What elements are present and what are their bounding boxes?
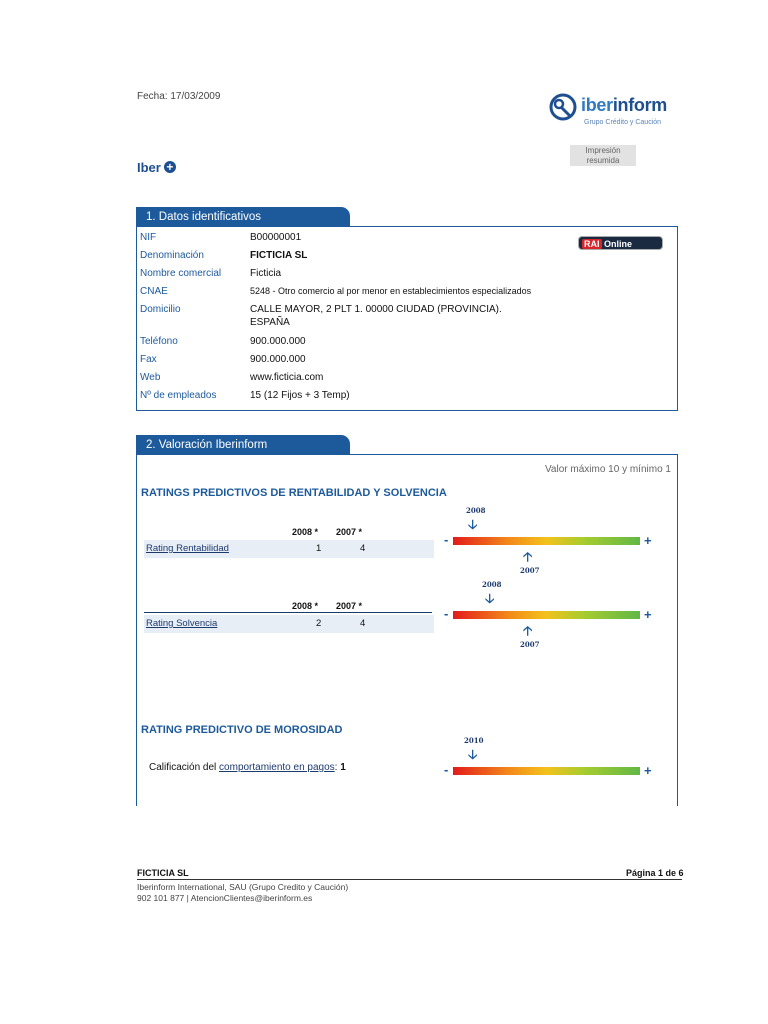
section2-tab xyxy=(136,435,350,455)
footer-divider xyxy=(137,879,682,880)
comportamiento-pagos-link[interactable]: comportamiento en pagos xyxy=(219,762,335,773)
print-summary-button[interactable] xyxy=(570,145,636,166)
morosidad-prefix: Calificación del xyxy=(149,762,220,773)
row-value: FICTICIA SL xyxy=(250,250,308,261)
row-value: 5248 - Otro comercio al por menor en establecimientos especializados xyxy=(250,286,532,296)
row-value: CALLE MAYOR, 2 PLT 1. 00000 CIUDAD (PROVINCIA). xyxy=(250,304,502,315)
arrow-down-icon: 🡣 xyxy=(485,591,495,606)
col-2008-header: 2008 * xyxy=(292,527,319,537)
rentabilidad-year-bottom: 2007 xyxy=(520,566,540,575)
row-value-country: ESPAÑA xyxy=(250,317,290,328)
rating-rentabilidad-2008: 1 xyxy=(316,543,322,554)
arrow-down-icon: 🡣 xyxy=(468,747,478,762)
plus-sign: + xyxy=(644,533,652,548)
row-label: Nombre comercial xyxy=(140,268,222,279)
morosidad-heading: RATING PREDICTIVO DE MOROSIDAD xyxy=(141,724,343,736)
section1-title: 1. Datos identificativos xyxy=(146,211,262,223)
online-label: Online xyxy=(604,239,633,249)
rating-rentabilidad-link[interactable]: Rating Rentabilidad xyxy=(146,543,229,554)
col-2007-header: 2007 * xyxy=(336,527,363,537)
section1-box xyxy=(136,226,678,411)
row-value: 900.000.000 xyxy=(250,336,306,347)
row-label: Nº de empleados xyxy=(140,390,217,401)
row-label: NIF xyxy=(140,232,157,243)
row-value: B00000001 xyxy=(250,232,302,243)
footer-contact: 902 101 877 | AtencionClientes@iberinform.es xyxy=(137,893,313,903)
company-name: Iber xyxy=(137,160,161,175)
row-label: Denominación xyxy=(140,250,204,261)
print-summary-label-2: resumida xyxy=(586,156,620,165)
col-2008-header-2: 2008 * xyxy=(292,601,319,611)
arrow-up-icon: 🡡 xyxy=(523,623,533,638)
section1-tab xyxy=(136,207,350,227)
company-title xyxy=(137,160,176,175)
footer-page-number: Página 1 de 6 xyxy=(626,868,684,878)
row-value: 900.000.000 xyxy=(250,354,306,365)
iberinform-logo xyxy=(548,92,678,132)
minus-sign: - xyxy=(444,762,449,777)
logo-symbol-icon xyxy=(548,92,578,122)
web-link[interactable]: www.ficticia.com xyxy=(250,372,324,383)
rating-solvencia-2008: 2 xyxy=(316,618,322,629)
footer-company: FICTICIA SL xyxy=(137,868,189,878)
minus-sign: - xyxy=(444,532,449,547)
row-label: CNAE xyxy=(140,286,168,297)
solvencia-year-bottom: 2007 xyxy=(520,640,540,649)
row-label: Teléfono xyxy=(140,336,178,347)
morosidad-suffix: : xyxy=(334,762,341,773)
col-2007-header-2: 2007 * xyxy=(336,601,363,611)
rating-rentabilidad-row xyxy=(144,540,434,558)
morosidad-value: 1 xyxy=(340,762,346,773)
expand-plus-icon[interactable]: + xyxy=(164,161,176,173)
row-label: Fax xyxy=(140,354,157,365)
plus-sign: + xyxy=(644,607,652,622)
section2-title: 2. Valoración Iberinform xyxy=(146,439,268,451)
solvencia-gradient-bar xyxy=(453,611,640,619)
solvencia-year-top: 2008 xyxy=(482,580,502,589)
rentabilidad-gradient-bar xyxy=(453,537,640,545)
rating-rentabilidad-2007: 4 xyxy=(360,543,366,554)
report-date: Fecha: 17/03/2009 xyxy=(137,91,221,102)
divider xyxy=(144,612,432,613)
footer-company-info: Iberinform International, SAU (Grupo Credito y Caución) xyxy=(137,882,349,892)
morosidad-gradient-bar xyxy=(453,767,640,775)
rating-solvencia-2007: 4 xyxy=(360,618,366,629)
rai-label: RAI xyxy=(584,239,600,249)
print-summary-label-1: Impresión xyxy=(585,146,621,155)
rating-solvencia-link[interactable]: Rating Solvencia xyxy=(146,618,218,629)
row-label: Web xyxy=(140,372,161,383)
valor-max-note: Valor máximo 10 y mínimo 1 xyxy=(545,464,671,475)
ratings-heading: RATINGS PREDICTIVOS DE RENTABILIDAD Y SOLVENCIA xyxy=(141,487,447,499)
arrow-up-icon: 🡡 xyxy=(523,549,533,564)
rentabilidad-year-top: 2008 xyxy=(466,506,486,515)
minus-sign: - xyxy=(444,606,449,621)
arrow-down-icon: 🡣 xyxy=(468,517,478,532)
rai-online-badge xyxy=(578,236,663,250)
row-value: Ficticia xyxy=(250,268,282,279)
logo-wordmark: iberinform xyxy=(581,95,668,115)
morosidad-year: 2010 xyxy=(464,736,484,745)
row-value: 15 (12 Fijos + 3 Temp) xyxy=(250,390,350,401)
logo-tagline: Grupo Crédito y Caución xyxy=(584,119,662,126)
row-label: Domicilio xyxy=(140,304,181,315)
rating-solvencia-row xyxy=(144,615,434,633)
morosidad-line xyxy=(149,762,346,773)
plus-sign: + xyxy=(644,763,652,778)
